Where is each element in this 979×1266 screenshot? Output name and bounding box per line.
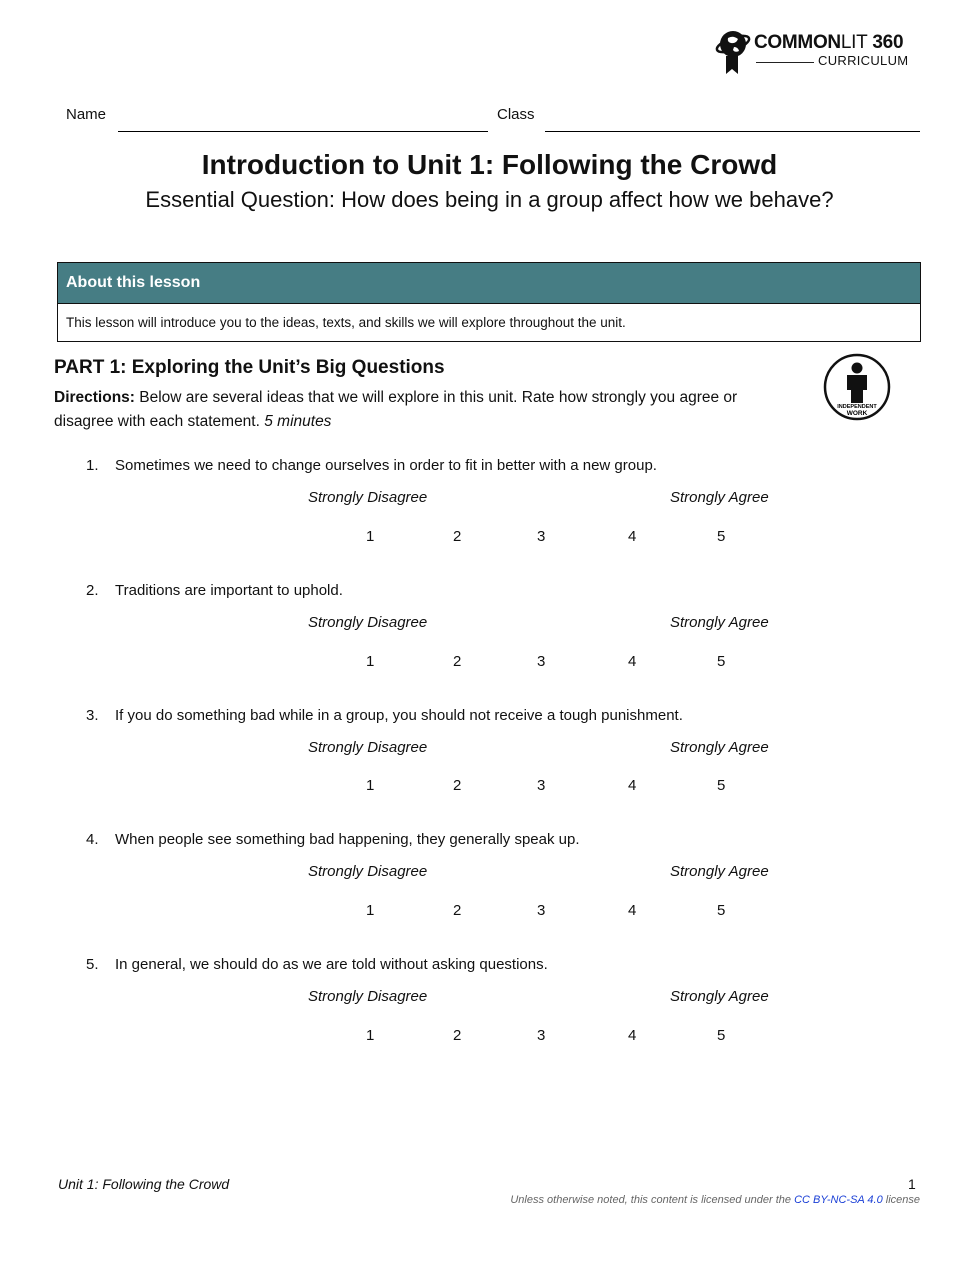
question-number: 5. [86,956,99,973]
rating-option[interactable]: 3 [537,902,546,919]
scale-high-label: Strongly Agree [670,614,769,631]
about-lesson-heading: About this lesson [66,274,201,291]
scale-high-label: Strongly Agree [670,739,769,756]
scale-high-label: Strongly Agree [670,489,769,506]
rating-option[interactable]: 5 [717,902,726,919]
scale-low-label: Strongly Disagree [308,988,428,1005]
question-text: Traditions are important to uphold. [115,582,343,599]
badge-line2: WORK [846,410,868,417]
license-link[interactable]: CC BY-NC-SA 4.0 [794,1194,883,1206]
rating-option[interactable]: 3 [537,653,546,670]
rating-option[interactable]: 1 [366,777,375,794]
question-number: 3. [86,707,99,724]
rating-option[interactable]: 4 [628,777,637,794]
rating-option[interactable]: 3 [537,1027,546,1044]
logo-subtitle: CURRICULUM [818,53,909,68]
question-text: If you do something bad while in a group, you should not receive a tough punishment. [115,707,683,724]
scale-low-label: Strongly Disagree [308,863,428,880]
scale-low-label: Strongly Disagree [308,739,428,756]
scale-low-label: Strongly Disagree [308,489,428,506]
about-lesson-box [57,262,921,342]
about-lesson-body: This lesson will introduce you to the ideas, texts, and skills we will explore throughout the unit. [66,315,626,330]
rating-option[interactable]: 4 [628,902,637,919]
page-title: Introduction to Unit 1: Following the Crowd [201,149,778,180]
directions-text: Below are several ideas that we will explore in this unit. Rate how strongly you agree or disagree with each statement. [54,389,738,430]
rating-option[interactable]: 2 [453,1027,462,1044]
scale-high-label: Strongly Agree [670,988,769,1005]
scale-low-label: Strongly Disagree [308,614,428,631]
rating-option[interactable]: 1 [366,528,375,545]
part1-title: PART 1: Exploring the Unit’s Big Questions [54,357,445,378]
rating-option[interactable]: 5 [717,528,726,545]
essential-question: Essential Question: How does being in a group affect how we behave? [145,187,834,212]
rating-option[interactable]: 4 [628,1027,637,1044]
rating-option[interactable]: 1 [366,1027,375,1044]
rating-option[interactable]: 2 [453,777,462,794]
independent-work-icon [823,353,891,421]
rating-option[interactable]: 3 [537,528,546,545]
commonlit-logo [714,26,924,78]
logo-brand-number: 360 [872,32,904,53]
badge-line1: INDEPENDENT [837,404,877,410]
class-label: Class [497,106,535,123]
directions-time: 5 minutes [264,413,332,430]
rating-option[interactable]: 4 [628,653,637,670]
question-text: In general, we should do as we are told without asking questions. [115,956,548,973]
rating-option[interactable]: 3 [537,777,546,794]
rating-option[interactable]: 5 [717,653,726,670]
question-number: 1. [86,457,99,474]
globe-ribbon-icon [714,26,752,76]
logo-brand-light: LIT [840,32,868,53]
rating-option[interactable]: 5 [717,1027,726,1044]
rating-option[interactable]: 1 [366,653,375,670]
rating-option[interactable]: 2 [453,653,462,670]
license-suffix: license [882,1194,920,1206]
directions-label: Directions: [54,389,135,406]
class-field[interactable] [545,131,920,132]
question-number: 2. [86,582,99,599]
license-prefix: Unless otherwise noted, this content is licensed under the [510,1194,795,1206]
license-notice [510,1194,920,1206]
rating-option[interactable]: 5 [717,777,726,794]
question-text: When people see something bad happening, they generally speak up. [115,831,580,848]
logo-brand-bold: COMMON [754,32,841,53]
page-number: 1 [908,1176,916,1192]
name-field[interactable] [118,131,488,132]
directions [54,386,784,434]
rating-option[interactable]: 1 [366,902,375,919]
rating-option[interactable]: 2 [453,902,462,919]
scale-high-label: Strongly Agree [670,863,769,880]
rating-option[interactable]: 4 [628,528,637,545]
name-label: Name [66,106,107,123]
logo-wordmark [754,32,903,54]
logo-divider [756,62,814,63]
question-number: 4. [86,831,99,848]
rating-option[interactable]: 2 [453,528,462,545]
footer-unit: Unit 1: Following the Crowd [58,1176,230,1192]
question-text: Sometimes we need to change ourselves in order to fit in better with a new group. [115,457,657,474]
about-lesson-header [58,263,920,304]
